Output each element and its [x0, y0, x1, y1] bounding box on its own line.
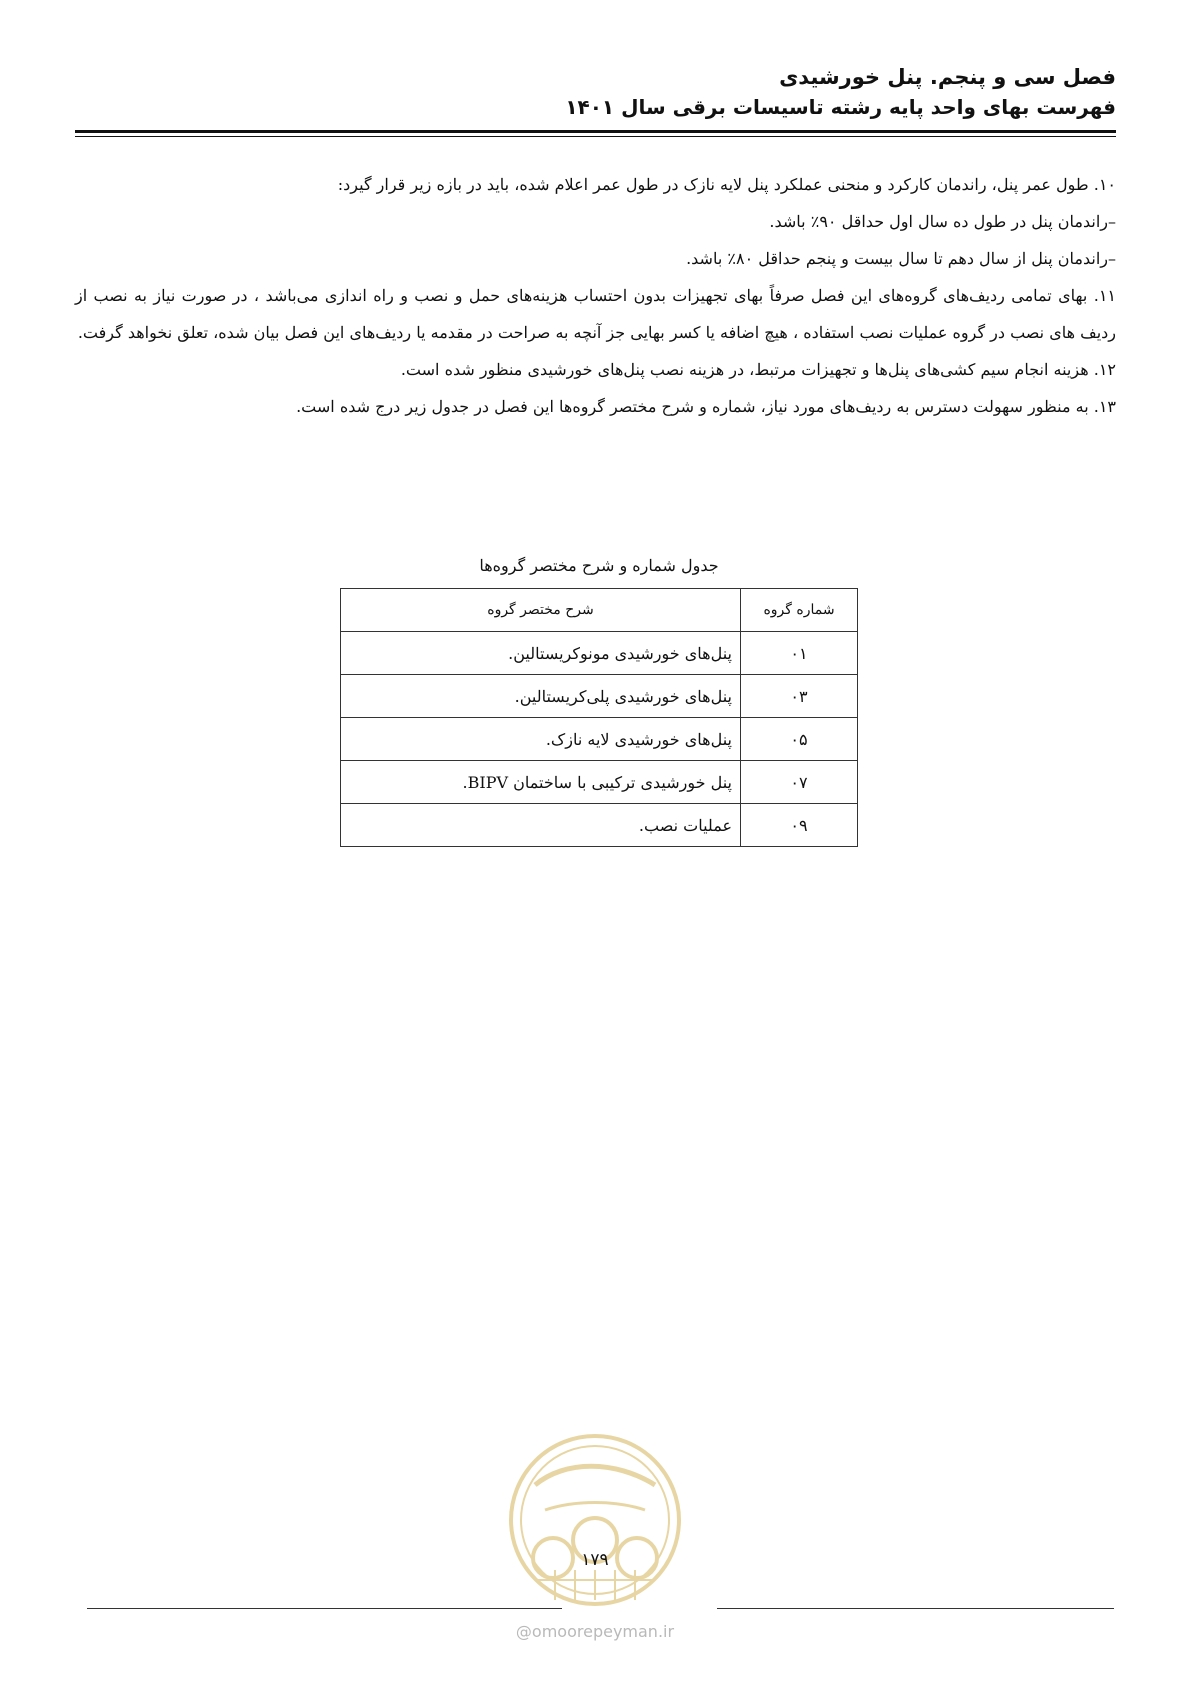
- group-description: پنل خورشیدی ترکیبی با ساختمان BIPV.: [341, 761, 741, 804]
- chapter-title: فصل سی و پنجم. پنل خورشیدی: [779, 65, 1116, 89]
- table-row: [341, 718, 858, 761]
- footer-rule-right: [717, 1608, 1114, 1609]
- group-description: پنل‌های خورشیدی لایه نازک.: [341, 718, 741, 761]
- column-header-description: شرح مختصر گروه: [341, 589, 741, 632]
- column-header-number: شماره گروه: [741, 589, 858, 632]
- group-description: پنل‌های خورشیدی مونوکریستالین.: [341, 632, 741, 675]
- groups-table: [340, 588, 858, 847]
- group-number: ۰۳: [741, 675, 858, 718]
- paragraph-10: ۱۰. طول عمر پنل، راندمان کارکرد و منحنی عملکرد پنل لایه نازک در طول عمر اعلام شده، باید در بازه زیر قرار گیرد:: [337, 175, 1116, 194]
- body-text: [75, 166, 1116, 425]
- watermark-seal-icon: [505, 1430, 685, 1610]
- footer-rule-left: [87, 1608, 562, 1609]
- group-number: ۰۱: [741, 632, 858, 675]
- table-header-row: [341, 589, 858, 632]
- header-rule-thin: [75, 136, 1116, 137]
- table-row: [341, 675, 858, 718]
- group-description: پنل‌های خورشیدی پلی‌کریستالین.: [341, 675, 741, 718]
- group-description: عملیات نصب.: [341, 804, 741, 847]
- header-rule-thick: [75, 130, 1116, 133]
- group-number: ۰۷: [741, 761, 858, 804]
- paragraph-11: ۱۱. بهای تمامی ردیف‌های گروه‌های این فصل صرفاً بهای تجهیزات بدون احتساب هزینه‌های حمل و نصب و راه اندازی می‌باشد ، در صورت نیاز به نصب از ردیف های نصب در گروه عملیات نصب استفاده ، هیچ اضافه یا کسر بهایی جز آنچه به صراحت در مقدمه یا ردیف‌های این فصل بیان شده، تعلق نخواهد گرفت.: [75, 286, 1116, 342]
- table-row: [341, 632, 858, 675]
- table-row: [341, 804, 858, 847]
- page-number: ۱۷۹: [581, 1550, 609, 1570]
- table-caption: جدول شماره و شرح مختصر گروه‌ها: [479, 556, 719, 575]
- table-row: [341, 761, 858, 804]
- document-title: فهرست بهای واحد پایه رشته تاسیسات برقی سال ۱۴۰۱: [565, 95, 1116, 119]
- paragraph-10-item-a: –راندمان پنل در طول ده سال اول حداقل ۹۰٪ باشد.: [769, 212, 1116, 231]
- group-number: ۰۹: [741, 804, 858, 847]
- page-header: [76, 62, 1116, 122]
- group-number: ۰۵: [741, 718, 858, 761]
- website-watermark: @omoorepeyman.ir: [515, 1622, 675, 1641]
- paragraph-13: ۱۳. به منظور سهولت دسترس به ردیف‌های مورد نیاز، شماره و شرح مختصر گروه‌ها این فصل در جدول زیر درج شده است.: [296, 397, 1116, 416]
- paragraph-12: ۱۲. هزینه انجام سیم کشی‌های پنل‌ها و تجهیزات مرتبط، در هزینه نصب پنل‌های خورشیدی منظور شده است.: [400, 360, 1116, 379]
- paragraph-10-item-b: –راندمان پنل از سال دهم تا سال بیست و پنجم حداقل ۸۰٪ باشد.: [686, 249, 1116, 268]
